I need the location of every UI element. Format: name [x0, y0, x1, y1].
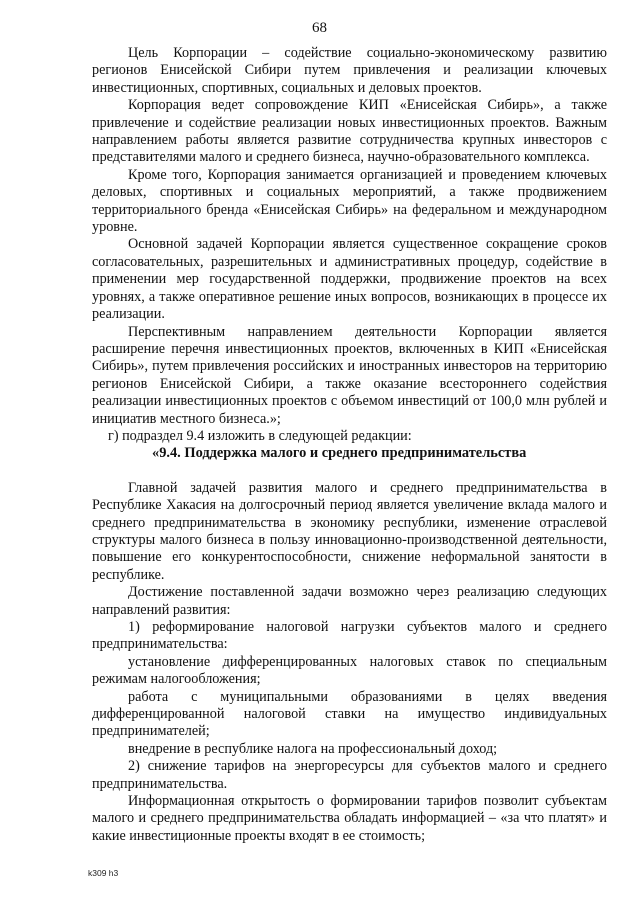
paragraph-corporation-main-task: Основной задачей Корпорации является существенное сокращение сроков согласовательных, разрешительных и административных процедур, содействие в применении мер государственной поддержки, продвижение проектов на всех уровнях, а также оперативное решение иных вопросов, возникающих в процессе их реализации.	[92, 236, 607, 323]
paragraph-corporation-goal: Цель Корпорации – содействие социально-экономическому развитию регионов Енисейской Сибири путем привлечения и реализации ключевых инвестиционных, спортивных, социальных и деловых проектов.	[92, 45, 607, 96]
section-heading: «9.4. Поддержка малого и среднего предпринимательства	[152, 445, 527, 462]
paragraph-sme-tax-rates: установление дифференцированных налоговых ставок по специальным режимам налогообложения;	[92, 653, 607, 688]
paragraph-corporation-support: Корпорация ведет сопровождение КИП «Енисейская Сибирь», а также привлечение и содействие реализации новых инвестиционных проектов. Важным направлением работы является развитие сотрудничества крупных инвесторов с представителями малого и среднего бизнеса, научно-образовательного комплекса.	[92, 97, 607, 166]
paragraph-sme-professional-tax: внедрение в республике налога на профессиональный доход;	[128, 740, 498, 757]
page-number: 68	[312, 20, 327, 36]
section-gap	[92, 463, 607, 480]
paragraph-sme-item-1: 1) реформирование налоговой нагрузки субъектов малого и среднего предпринимательства:	[92, 619, 607, 653]
paragraph-amendment-g: г) подраздел 9.4 изложить в следующей редакции:	[108, 427, 412, 444]
paragraph-corporation-events: Кроме того, Корпорация занимается организацией и проведением ключевых деловых, спортивных и социальных мероприятий, а также продвижением территориального бренда «Енисейская Сибирь» на федеральном и международном уровне.	[92, 166, 607, 236]
paragraph-sme-municipal-work: работа с муниципальными образованиями в целях введения дифференцированной налоговой ставки на имущество индивидуальных предпринимателей;	[92, 688, 607, 740]
paragraph-sme-tariff-openness: Информационная открытость о формировании тарифов позволит субъектам малого и среднего предпринимательства обладать информацией – «за что платят» и какие инвестиционные проекты входят в ее стоимость;	[92, 793, 607, 844]
footer-document-code: k309 h3	[88, 868, 119, 878]
paragraph-sme-directions-intro: Достижение поставленной задачи возможно через реализацию следующих направлений развития:	[92, 584, 607, 618]
paragraph-sme-item-2: 2) снижение тарифов на энергоресурсы для субъектов малого и среднего предпринимательства.	[92, 758, 607, 792]
paragraph-corporation-perspective: Перспективным направлением деятельности Корпорации является расширение перечня инвестиционных проектов, включенных в КИП «Енисейская Сибирь», путем привлечения российских и иностранных инвесторов на территорию регионов Енисейской Сибири, а также оказание всестороннего содействия реализации инвестиционных проектов с объемом инвестиций от 100,0 млн рублей и инициатив местного бизнеса.»;	[92, 323, 607, 427]
paragraph-sme-main-task: Главной задачей развития малого и среднего предпринимательства в Республике Хакасия на долгосрочный период является увеличение вклада малого и среднего предпринимательства в экономику республики, изменение отраслевой структуры малого бизнеса в пользу инновационно-производственной деятельности, повышение его конкурентоспособности, снижение неформальной занятости в республике.	[92, 479, 607, 583]
document-body	[92, 45, 607, 845]
